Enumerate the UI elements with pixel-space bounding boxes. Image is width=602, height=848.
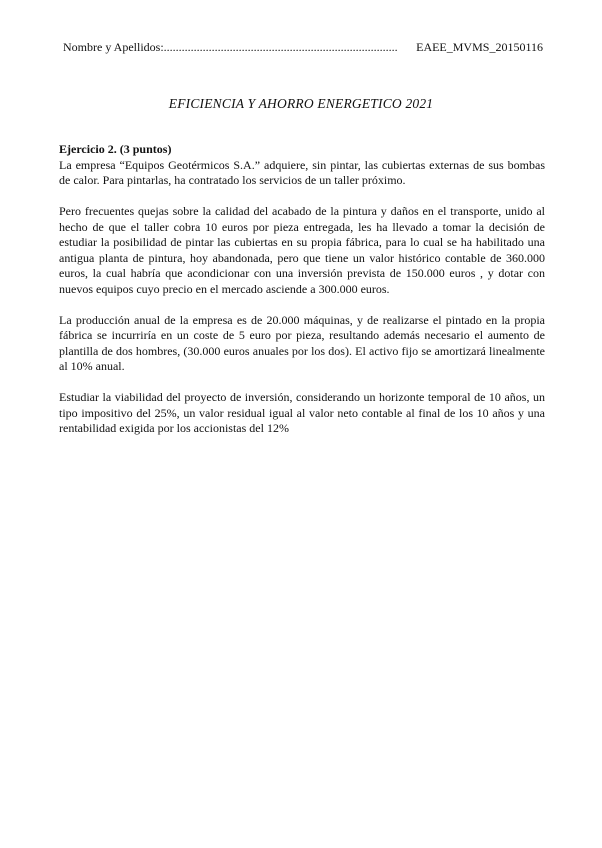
name-field: Nombre y Apellidos:..............................................................................: [63, 40, 398, 54]
exercise-heading: Ejercicio 2. (3 puntos): [59, 142, 172, 156]
exercise-paragraph-1: La empresa “Equipos Geotérmicos S.A.” adquiere, sin pintar, las cubiertas externas de sus bombas de calor. Para pintarlas, ha contratado los servicios de un taller próximo.: [59, 157, 545, 187]
exercise-paragraph-4: Estudiar la viabilidad del proyecto de inversión, considerando un horizonte temporal de 10 años, un tipo impositivo del 25%, un valor residual igual al valor neto contable al final de los 10 años y una rentabilidad exigida por los accionistas del 12%: [59, 390, 545, 435]
exercise-paragraph-3: La producción anual de la empresa es de 20.000 máquinas, y de realizarse el pintado en la propia fábrica se incurriría en un coste de 5 euro por pieza, resultando además necesario el aumento de plantilla de dos hombres, (30.000 euros anuales por los dos). El activo fijo se amortizará linealmente al 10% anual.: [59, 312, 545, 373]
exercise-section: [59, 142, 545, 452]
exercise-paragraph-2: Pero frecuentes quejas sobre la calidad del acabado de la pintura y daños en el transporte, unido al hecho de que el taller cobra 10 euros por pieza entregada, les ha llevado a tomar la decisión de estudiar la posibilidad de pintar las cubiertas en su propia fábrica, para lo cual se ha habilitado una antigua planta de pintura, hoy abandonada, pero que tiene un valor histórico contable de 360.000 euros, la cual habría que acondicionar con una inversión prevista de 150.000 euros , y dotar con nuevos equipos cuyo precio en el mercado asciende a 300.000 euros.: [59, 204, 545, 296]
document-title: EFICIENCIA Y AHORRO ENERGETICO 2021: [168, 96, 434, 111]
page-header: [63, 40, 543, 54]
exam-code: EAEE_MVMS_20150116: [416, 40, 543, 54]
